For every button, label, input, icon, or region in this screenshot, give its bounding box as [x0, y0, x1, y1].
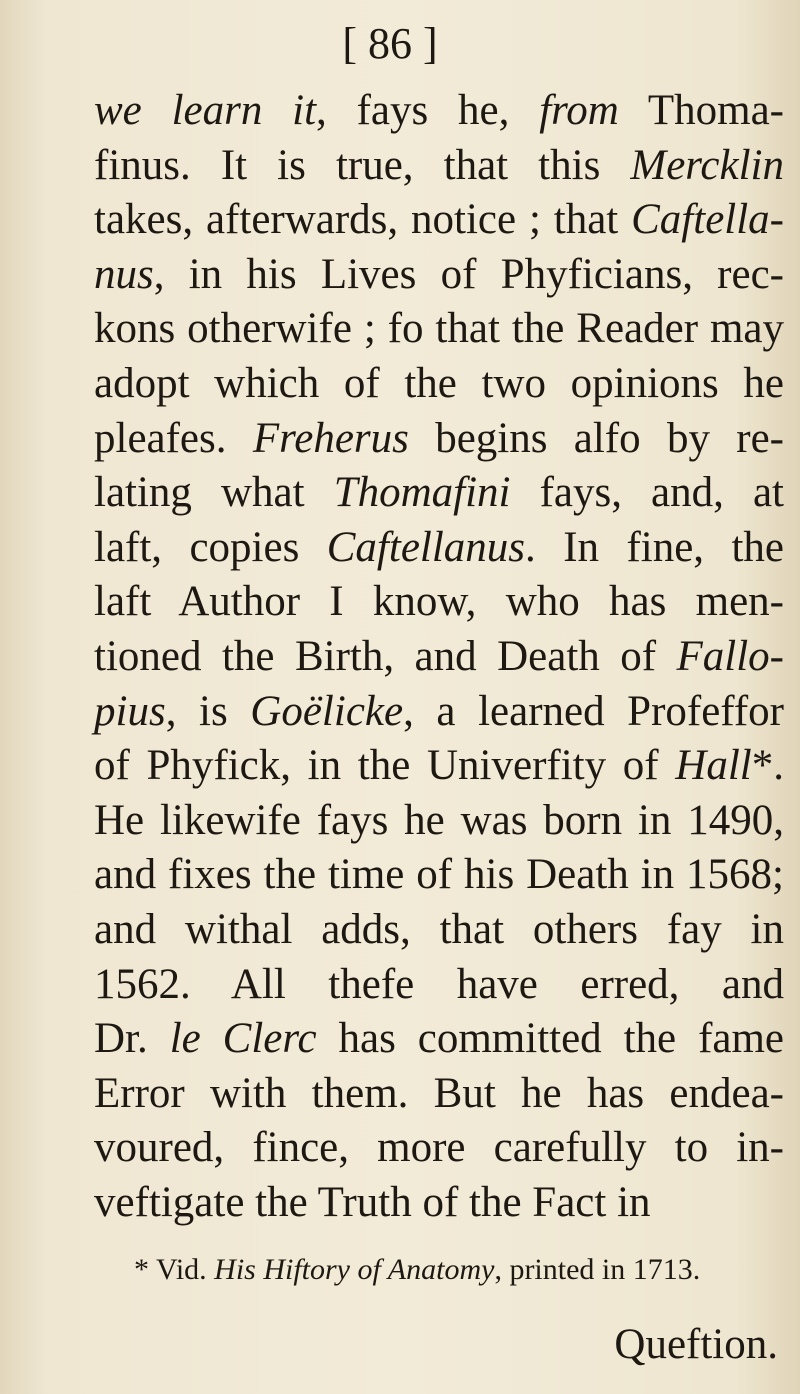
text-line: [94, 248, 784, 303]
italic-run: Goëlicke: [250, 687, 404, 735]
text-run: *.: [751, 742, 784, 790]
text-line: [94, 521, 784, 576]
footnote: [134, 1250, 794, 1290]
text-line: [94, 794, 784, 849]
italic-run: we learn it: [94, 87, 317, 134]
italic-run: Fallo-: [676, 632, 784, 680]
text-line: [94, 1067, 784, 1122]
text-run: laft Author I know, who has men-: [94, 578, 784, 626]
body-text: [94, 84, 784, 1230]
text-run: kons otherwife ; fo that the Reader may: [94, 305, 784, 353]
text-run: veftigate the Truth of the Fact in: [94, 1178, 651, 1226]
text-run: and fixes the time of his Death in 1568;: [94, 851, 784, 899]
text-run: Dr.: [94, 1015, 170, 1063]
italic-run: from: [539, 87, 619, 134]
italic-run: Thomafini: [333, 469, 511, 517]
text-run: laft, copies: [94, 523, 327, 571]
text-run: * Vid.: [134, 1253, 215, 1286]
italic-run: le Clerc: [169, 1015, 317, 1063]
text-run: voured, fince, more carefully to in-: [94, 1124, 784, 1172]
text-run: Error with them. But he has endea-: [94, 1069, 784, 1117]
text-run: Thoma-: [618, 87, 784, 134]
text-line: [94, 139, 784, 194]
text-run: , fays he,: [316, 87, 540, 134]
text-run: 1562. All thefe have erred, and: [94, 960, 784, 1008]
text-line: [94, 412, 784, 467]
text-run: , printed in 1713.: [494, 1253, 701, 1286]
text-run: , in his Lives of Phyficians, rec-: [153, 250, 784, 298]
text-run: , a learned Profeffor: [403, 687, 784, 735]
italic-run: Hall: [675, 742, 752, 790]
text-line: [94, 739, 784, 794]
text-run: lating what: [94, 469, 334, 517]
text-run: tioned the Birth, and Death of: [94, 632, 677, 680]
text-line: [94, 848, 784, 903]
text-line: [94, 1012, 784, 1067]
text-line: [94, 958, 784, 1013]
text-line: [94, 1176, 784, 1231]
text-run: fays, and, at: [510, 469, 785, 517]
text-line: [94, 903, 784, 958]
italic-run: Freherus: [252, 414, 409, 462]
italic-run: nus: [94, 250, 154, 298]
text-line: [94, 357, 784, 412]
text-line: [94, 466, 784, 521]
italic-run: His Hiftory of Anatomy: [214, 1253, 495, 1286]
text-run: . In fine, the: [525, 523, 785, 571]
text-run: , is: [165, 687, 251, 735]
text-run: begins alfo by re-: [408, 414, 784, 462]
text-run: finus. It is true, that this: [94, 141, 631, 189]
page-number: [ 86 ]: [342, 19, 438, 68]
text-run: takes, afterwards, notice ; that: [94, 196, 632, 244]
text-run: He likewife fays he was born in 1490,: [94, 796, 784, 844]
text-run: adopt which of the two opinions he: [94, 359, 784, 407]
italic-run: pius: [94, 687, 166, 735]
italic-run: Caftellanus: [326, 523, 526, 571]
text-run: has committed the fame: [316, 1015, 785, 1063]
text-line: [94, 302, 784, 357]
text-run: of Phyfick, in the Univerfity of: [94, 742, 676, 790]
text-line: [94, 630, 784, 685]
text-run: and withal adds, that others fay in: [94, 905, 784, 953]
italic-run: Mercklin: [630, 141, 784, 189]
text-line: [94, 685, 784, 740]
text-line: [94, 1121, 784, 1176]
text-line: [94, 193, 784, 248]
text-run: pleafes.: [94, 414, 253, 462]
catchword: Queftion.: [614, 1321, 778, 1368]
text-line: [94, 84, 784, 139]
text-line: [94, 575, 784, 630]
italic-run: Caftella-: [631, 196, 784, 244]
